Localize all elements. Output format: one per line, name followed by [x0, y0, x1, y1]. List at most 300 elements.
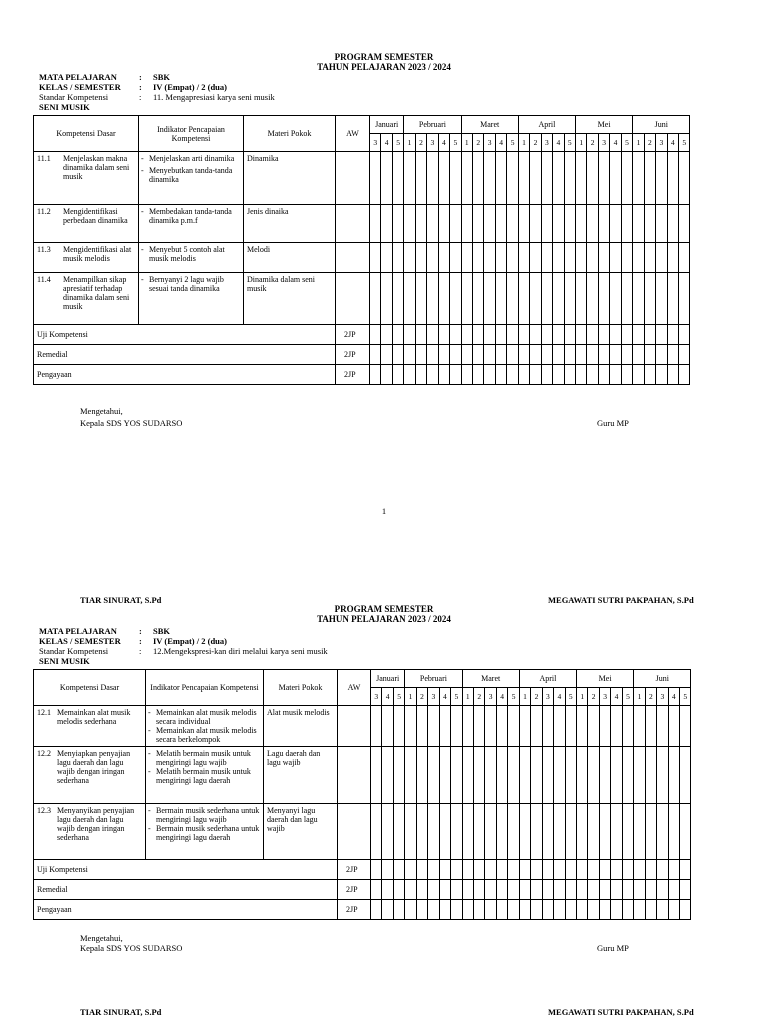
header-week: 3 [370, 134, 381, 152]
week-cell [439, 706, 450, 747]
week-cell [644, 243, 655, 273]
week-cell [392, 152, 403, 205]
footer-label: Pengayaan [34, 900, 338, 920]
footer-row [34, 860, 691, 880]
week-cell [485, 804, 496, 860]
colon: : [139, 636, 142, 646]
footer-row [34, 325, 690, 345]
indikator-cell: - Melatih bermain musik untuk mengiringi lagu wajib - Melatih bermain musik untuk mengiringi lagu daerah [146, 747, 264, 804]
week-cell [381, 243, 392, 273]
page-subtitle: TAHUN PELAJARAN 2023 / 2024 [317, 614, 451, 624]
footer-label: Remedial [34, 880, 338, 900]
week-cell [644, 273, 655, 325]
header-week: 4 [496, 688, 507, 706]
week-cell [461, 345, 472, 365]
week-cell [657, 747, 668, 804]
colon: : [139, 92, 142, 102]
indikator-cell: - Bermain musik sederhana untuk mengiringi lagu wajib - Bermain musik sederhana untuk mengiringi lagu daerah [146, 804, 264, 860]
header-week: 2 [416, 688, 427, 706]
week-cell [415, 152, 426, 205]
week-cell [392, 345, 403, 365]
week-cell [450, 345, 462, 365]
table-row [34, 152, 690, 205]
header-month: Maret [462, 670, 519, 688]
week-cell [371, 706, 382, 747]
week-cell [610, 365, 621, 385]
week-cell [644, 345, 655, 365]
week-cell [451, 747, 463, 804]
header-week: 2 [588, 688, 599, 706]
header-week: 5 [622, 688, 634, 706]
section-title: SENI MUSIK [39, 656, 90, 666]
week-cell [439, 900, 450, 920]
kd-cell [34, 706, 146, 747]
header-week: 1 [633, 134, 644, 152]
week-cell [405, 706, 416, 747]
week-cell [564, 273, 575, 325]
week-cell [530, 273, 541, 325]
week-cell [553, 152, 564, 205]
week-cell [564, 205, 575, 243]
header-month: Januari [371, 670, 405, 688]
week-cell [598, 325, 609, 345]
week-cell [564, 152, 575, 205]
week-cell [541, 205, 552, 243]
aw-cell [336, 152, 370, 205]
header-week: 1 [461, 134, 472, 152]
kd-cell [34, 747, 146, 804]
header-week: 4 [438, 134, 449, 152]
week-cell [667, 205, 678, 243]
week-cell [634, 860, 645, 880]
week-cell [576, 900, 587, 920]
indikator-item: Menyebut 5 contoh alat musik melodis [149, 245, 225, 263]
week-cell [507, 273, 518, 325]
week-cell [416, 706, 427, 747]
week-cell [450, 152, 462, 205]
header-week: 2 [530, 134, 541, 152]
week-cell [473, 325, 484, 345]
week-cell [531, 804, 542, 860]
week-cell [530, 365, 541, 385]
week-cell [554, 900, 565, 920]
header-week: 5 [679, 688, 690, 706]
header-week: 2 [531, 688, 542, 706]
week-cell [461, 152, 472, 205]
materi-cell: Dinamika [244, 152, 336, 205]
week-cell [439, 804, 450, 860]
week-cell [611, 747, 622, 804]
sig-kepala-name: TIAR SINURAT, S.Pd [80, 595, 162, 605]
kd-text: Menyiapkan penyajian lagu daerah dan lagu wajib dengan iringan sederhana [57, 749, 131, 785]
week-cell [427, 325, 438, 345]
week-cell [370, 345, 381, 365]
sig-mengetahui: Mengetahui, [80, 406, 123, 416]
indikator-cell: - Menjelaskan arti dinamika - Menyebutkan tanda-tanda dinamika [139, 152, 244, 205]
header-month: Maret [461, 116, 518, 134]
materi-cell: Alat musik melodis [264, 706, 338, 747]
header-aw: AW [338, 670, 371, 706]
week-cell [473, 205, 484, 243]
week-cell [542, 747, 553, 804]
week-cell [554, 880, 565, 900]
week-cell [518, 365, 529, 385]
indikator-item: Menyebutkan tanda-tanda dinamika [149, 166, 233, 184]
header-week: 5 [678, 134, 689, 152]
week-cell [553, 325, 564, 345]
week-cell [393, 860, 404, 880]
sig-guru: Guru MP [597, 943, 629, 953]
week-cell [576, 860, 587, 880]
week-cell [450, 325, 462, 345]
week-cell [645, 900, 656, 920]
page-title: PROGRAM SEMESTER [334, 604, 434, 614]
week-cell [381, 273, 392, 325]
header-week: 2 [645, 688, 656, 706]
colon: : [139, 82, 142, 92]
kelas-value: IV (Empat) / 2 (dua) [153, 82, 227, 92]
indikator-cell: - Membedakan tanda-tanda dinamika p.m.f [139, 205, 244, 243]
week-cell [668, 804, 679, 860]
header-week: 3 [599, 688, 610, 706]
week-cell [656, 243, 667, 273]
sig-guru-name: MEGAWATI SUTRI PAKPAHAN, S.Pd [548, 595, 694, 605]
week-cell [392, 205, 403, 243]
week-cell [531, 900, 542, 920]
footer-row [34, 900, 691, 920]
header-week: 3 [541, 134, 552, 152]
header-week: 3 [427, 134, 438, 152]
week-cell [576, 804, 587, 860]
footer-aw: 2JP [338, 900, 371, 920]
week-cell [473, 273, 484, 325]
header-week: 1 [405, 688, 416, 706]
kd-cell [34, 273, 139, 325]
week-cell [519, 900, 530, 920]
week-cell [393, 804, 404, 860]
week-cell [588, 880, 599, 900]
week-cell [508, 706, 519, 747]
week-cell [587, 273, 598, 325]
week-cell [679, 880, 690, 900]
sk-label: Standar Kompetensi [39, 646, 109, 656]
week-cell [678, 273, 689, 325]
week-cell [553, 273, 564, 325]
week-cell [542, 880, 553, 900]
footer-aw: 2JP [338, 880, 371, 900]
table-row [34, 747, 691, 804]
week-cell [405, 747, 416, 804]
page-title: PROGRAM SEMESTER [334, 52, 434, 62]
section-title: SENI MUSIK [39, 102, 90, 112]
week-cell [518, 152, 529, 205]
week-cell [508, 860, 519, 880]
week-cell [621, 243, 633, 273]
table-row [34, 243, 690, 273]
header-month: Juni [633, 116, 690, 134]
week-cell [576, 880, 587, 900]
week-cell [565, 860, 576, 880]
week-cell [382, 900, 393, 920]
week-cell [404, 152, 415, 205]
week-cell [599, 860, 610, 880]
week-cell [495, 205, 506, 243]
week-cell [416, 900, 427, 920]
week-cell [668, 706, 679, 747]
week-cell [415, 345, 426, 365]
week-cell [679, 900, 690, 920]
kd-number: 11.4 [37, 275, 51, 284]
header-week: 2 [644, 134, 655, 152]
week-cell [438, 205, 449, 243]
week-cell [371, 804, 382, 860]
week-cell [541, 325, 552, 345]
program-table [33, 669, 691, 920]
week-cell [474, 900, 485, 920]
week-cell [644, 152, 655, 205]
week-cell [610, 205, 621, 243]
week-cell [462, 747, 473, 804]
header-week: 4 [381, 134, 392, 152]
week-cell [679, 860, 690, 880]
week-cell [508, 804, 519, 860]
week-cell [565, 747, 576, 804]
week-cell [404, 243, 415, 273]
week-cell [370, 152, 381, 205]
week-cell [484, 273, 495, 325]
week-cell [518, 325, 529, 345]
week-cell [392, 243, 403, 273]
week-cell [678, 325, 689, 345]
week-cell [554, 804, 565, 860]
week-cell [645, 706, 656, 747]
week-cell [427, 152, 438, 205]
week-cell [451, 900, 463, 920]
week-cell [667, 243, 678, 273]
week-cell [370, 273, 381, 325]
week-cell [667, 273, 678, 325]
week-cell [575, 273, 586, 325]
week-cell [621, 325, 633, 345]
week-cell [415, 273, 426, 325]
week-cell [667, 325, 678, 345]
week-cell [541, 152, 552, 205]
week-cell [496, 804, 507, 860]
week-cell [564, 365, 575, 385]
header-week: 5 [451, 688, 463, 706]
week-cell [541, 365, 552, 385]
table-row [34, 273, 690, 325]
week-cell [404, 325, 415, 345]
week-cell [622, 747, 634, 804]
week-cell [565, 880, 576, 900]
week-cell [439, 880, 450, 900]
week-cell [474, 860, 485, 880]
week-cell [427, 273, 438, 325]
kd-number: 11.1 [37, 154, 51, 163]
week-cell [508, 900, 519, 920]
kd-text: Mengidentifikasi alat musik melodis [63, 245, 132, 263]
week-cell [462, 804, 473, 860]
week-cell [450, 243, 462, 273]
week-cell [495, 273, 506, 325]
header-week: 5 [508, 688, 519, 706]
footer-aw: 2JP [338, 860, 371, 880]
header-month: April [519, 670, 576, 688]
week-cell [645, 880, 656, 900]
week-cell [611, 804, 622, 860]
header-week: 3 [371, 688, 382, 706]
week-cell [656, 325, 667, 345]
week-cell [610, 152, 621, 205]
week-cell [657, 900, 668, 920]
week-cell [381, 152, 392, 205]
week-cell [575, 365, 586, 385]
aw-cell [336, 205, 370, 243]
header-week: 2 [587, 134, 598, 152]
sk-label: Standar Kompetensi [39, 92, 109, 102]
week-cell [565, 900, 576, 920]
week-cell [588, 900, 599, 920]
week-cell [656, 365, 667, 385]
week-cell [393, 900, 404, 920]
indikator-item: Bernyanyi 2 lagu wajib sesuai tanda dinamika [149, 275, 224, 293]
week-cell [611, 900, 622, 920]
week-cell [416, 880, 427, 900]
week-cell [438, 243, 449, 273]
week-cell [484, 152, 495, 205]
week-cell [507, 152, 518, 205]
header-indikator: Indikator Pencapaian Kompetensi [146, 670, 264, 706]
week-cell [678, 152, 689, 205]
sk-value: 11. Mengapresiasi karya seni musik [153, 92, 275, 102]
week-cell [587, 325, 598, 345]
week-cell [541, 345, 552, 365]
week-cell [657, 860, 668, 880]
footer-row [34, 880, 691, 900]
week-cell [531, 880, 542, 900]
week-cell [451, 706, 463, 747]
week-cell [518, 205, 529, 243]
week-cell [427, 345, 438, 365]
header-month: Pebruari [405, 670, 462, 688]
week-cell [519, 860, 530, 880]
week-cell [381, 365, 392, 385]
footer-label: Uji Kompetensi [34, 325, 336, 345]
week-cell [461, 205, 472, 243]
week-cell [404, 205, 415, 243]
week-cell [450, 273, 462, 325]
week-cell [519, 706, 530, 747]
header-week: 4 [668, 688, 679, 706]
footer-label: Uji Kompetensi [34, 860, 338, 880]
header-month: Januari [370, 116, 404, 134]
sig-guru: Guru MP [597, 418, 629, 428]
week-cell [484, 325, 495, 345]
header-week: 3 [542, 688, 553, 706]
materi-cell: Menyanyi lagu daerah dan lagu wajib [264, 804, 338, 860]
header-week: 2 [415, 134, 426, 152]
week-cell [621, 152, 633, 205]
week-cell [644, 365, 655, 385]
indikator-item: Melatih bermain musik untuk mengiringi lagu daerah [156, 767, 251, 785]
week-cell [405, 880, 416, 900]
week-cell [496, 900, 507, 920]
week-cell [587, 345, 598, 365]
week-cell [598, 243, 609, 273]
mapel-value: SBK [153, 626, 171, 636]
week-cell [415, 365, 426, 385]
week-cell [404, 273, 415, 325]
week-cell [667, 152, 678, 205]
week-cell [518, 273, 529, 325]
kd-number: 12.1 [37, 708, 51, 717]
kd-text: Mengidentifikasi perbedaan dinamika [63, 207, 128, 225]
kd-number: 11.2 [37, 207, 51, 216]
indikator-item: Menjelaskan arti dinamika [149, 154, 235, 163]
week-cell [507, 325, 518, 345]
header-month: Juni [634, 670, 691, 688]
week-cell [518, 345, 529, 365]
footer-row [34, 345, 690, 365]
header-week: 4 [439, 688, 450, 706]
week-cell [473, 345, 484, 365]
week-cell [530, 325, 541, 345]
week-cell [645, 860, 656, 880]
week-cell [622, 860, 634, 880]
week-cell [611, 706, 622, 747]
week-cell [496, 747, 507, 804]
header-week: 4 [553, 134, 564, 152]
week-cell [507, 243, 518, 273]
colon: : [139, 72, 142, 82]
kd-number: 11.3 [37, 245, 51, 254]
week-cell [541, 273, 552, 325]
header-week: 5 [392, 134, 403, 152]
week-cell [587, 365, 598, 385]
meta-block [39, 72, 275, 112]
week-cell [451, 880, 463, 900]
header-week: 3 [484, 134, 495, 152]
mapel-value: SBK [153, 72, 171, 82]
meta-block [39, 626, 328, 666]
week-cell [542, 860, 553, 880]
week-cell [564, 243, 575, 273]
header-week: 4 [667, 134, 678, 152]
week-cell [668, 880, 679, 900]
header-week: 3 [485, 688, 496, 706]
week-cell [622, 880, 634, 900]
week-cell [530, 243, 541, 273]
week-cell [679, 804, 690, 860]
week-cell [657, 706, 668, 747]
week-cell [575, 152, 586, 205]
week-cell [541, 243, 552, 273]
indikator-item: Memainkan alat musik melodis secara individual [156, 708, 257, 726]
header-week: 1 [404, 134, 415, 152]
week-cell [599, 880, 610, 900]
week-cell [598, 205, 609, 243]
week-cell [392, 325, 403, 345]
materi-cell: Dinamika dalam seni musik [244, 273, 336, 325]
week-cell [633, 273, 644, 325]
week-cell [565, 706, 576, 747]
week-cell [610, 345, 621, 365]
kd-text: Memainkan alat musik melodis sederhana [57, 708, 131, 726]
week-cell [598, 273, 609, 325]
week-cell [496, 880, 507, 900]
week-cell [667, 345, 678, 365]
